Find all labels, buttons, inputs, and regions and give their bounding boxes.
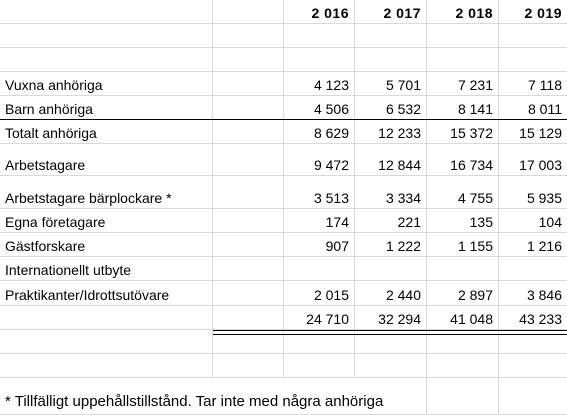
empty-cell[interactable]: [213, 354, 284, 378]
empty-cell[interactable]: [213, 209, 284, 233]
row-label[interactable]: Internationellt utbyte: [0, 257, 213, 281]
value-cell[interactable]: 8 629: [284, 120, 355, 144]
value-cell[interactable]: 3 846: [499, 281, 567, 306]
value-cell[interactable]: 1 222: [355, 233, 427, 257]
empty-cell[interactable]: [213, 24, 284, 48]
empty-cell[interactable]: [284, 24, 355, 48]
row-label[interactable]: Totalt anhöriga: [0, 120, 213, 144]
value-cell[interactable]: 12 844: [355, 144, 427, 176]
value-cell[interactable]: 7 118: [499, 72, 567, 96]
total-cell[interactable]: 43 233: [499, 306, 567, 330]
empty-cell[interactable]: [284, 354, 355, 378]
total-cell[interactable]: 24 710: [284, 306, 355, 330]
row-label[interactable]: Arbetstagare: [0, 144, 213, 176]
year-header[interactable]: 2 018: [427, 0, 499, 24]
empty-cell[interactable]: [213, 176, 284, 209]
table-row: [0, 176, 567, 209]
value-cell[interactable]: [284, 257, 355, 281]
table-row: [0, 144, 567, 176]
empty-cell[interactable]: [213, 281, 284, 306]
empty-cell[interactable]: [355, 24, 427, 48]
value-cell[interactable]: 15 129: [499, 120, 567, 144]
row-label[interactable]: Praktikanter/Idrottsutövare: [0, 281, 213, 306]
value-cell[interactable]: 2 897: [427, 281, 499, 306]
table-row: [0, 96, 567, 120]
empty-cell[interactable]: [499, 354, 567, 378]
total-cell[interactable]: 32 294: [355, 306, 427, 330]
total-rule-top: [213, 330, 567, 331]
empty-cell[interactable]: [284, 48, 355, 72]
header-row: [0, 0, 567, 24]
value-cell[interactable]: 6 532: [355, 96, 427, 120]
header-cell-blank[interactable]: [213, 0, 284, 24]
value-cell[interactable]: 4 755: [427, 176, 499, 209]
empty-cell[interactable]: [499, 48, 567, 72]
value-cell[interactable]: 12 233: [355, 120, 427, 144]
footnote-text: * Tillfälligt uppehållstillstånd. Tar inte med några anhöriga: [5, 393, 384, 410]
empty-cell[interactable]: [355, 48, 427, 72]
empty-cell[interactable]: [213, 120, 284, 144]
empty-cell[interactable]: [213, 233, 284, 257]
empty-cell[interactable]: [499, 24, 567, 48]
empty-row: [0, 354, 567, 378]
table-row: [0, 233, 567, 257]
row-label[interactable]: Barn anhöriga: [0, 96, 213, 120]
value-cell[interactable]: 104: [499, 209, 567, 233]
empty-row: [0, 48, 567, 72]
empty-cell[interactable]: [0, 48, 213, 72]
empty-cell[interactable]: [427, 354, 499, 378]
subtotal-rule: [0, 119, 567, 120]
footnote-cell[interactable]: [427, 378, 499, 415]
value-cell[interactable]: 1 155: [427, 233, 499, 257]
value-cell[interactable]: 1 216: [499, 233, 567, 257]
totals-row: [0, 306, 567, 330]
value-cell[interactable]: 4 506: [284, 96, 355, 120]
value-cell[interactable]: 2 015: [284, 281, 355, 306]
year-header[interactable]: 2 016: [284, 0, 355, 24]
value-cell[interactable]: 9 472: [284, 144, 355, 176]
empty-cell[interactable]: [213, 306, 284, 330]
empty-cell[interactable]: [427, 48, 499, 72]
empty-cell[interactable]: [0, 306, 213, 330]
table-row: [0, 72, 567, 96]
value-cell[interactable]: 16 734: [427, 144, 499, 176]
value-cell[interactable]: 8 011: [499, 96, 567, 120]
empty-row: [0, 24, 567, 48]
table-row: [0, 257, 567, 281]
empty-cell[interactable]: [213, 96, 284, 120]
value-cell[interactable]: 2 440: [355, 281, 427, 306]
header-cell-blank[interactable]: [0, 0, 213, 24]
row-label[interactable]: Arbetstagare bärplockare *: [0, 176, 213, 209]
footnote-cell[interactable]: [499, 378, 567, 415]
value-cell[interactable]: 3 513: [284, 176, 355, 209]
value-cell[interactable]: 907: [284, 233, 355, 257]
value-cell[interactable]: 15 372: [427, 120, 499, 144]
total-cell[interactable]: 41 048: [427, 306, 499, 330]
value-cell[interactable]: 174: [284, 209, 355, 233]
year-header[interactable]: 2 019: [499, 0, 567, 24]
value-cell[interactable]: [427, 257, 499, 281]
empty-cell[interactable]: [213, 257, 284, 281]
table-row: [0, 281, 567, 306]
value-cell[interactable]: 5 935: [499, 176, 567, 209]
value-cell[interactable]: 8 141: [427, 96, 499, 120]
empty-cell[interactable]: [0, 354, 213, 378]
empty-cell[interactable]: [213, 72, 284, 96]
row-label[interactable]: Vuxna anhöriga: [0, 72, 213, 96]
value-cell[interactable]: 221: [355, 209, 427, 233]
table-row: [0, 209, 567, 233]
empty-cell[interactable]: [355, 354, 427, 378]
value-cell[interactable]: [355, 257, 427, 281]
value-cell[interactable]: 5 701: [355, 72, 427, 96]
total-rule-bottom: [213, 334, 567, 335]
value-cell[interactable]: 4 123: [284, 72, 355, 96]
value-cell[interactable]: [499, 257, 567, 281]
value-cell[interactable]: 7 231: [427, 72, 499, 96]
value-cell[interactable]: 17 003: [499, 144, 567, 176]
value-cell[interactable]: 135: [427, 209, 499, 233]
year-header[interactable]: 2 017: [355, 0, 427, 24]
table-row: [0, 120, 567, 144]
empty-cell[interactable]: [213, 144, 284, 176]
value-cell[interactable]: 3 334: [355, 176, 427, 209]
row-label[interactable]: Gästforskare: [0, 233, 213, 257]
empty-cell[interactable]: [427, 24, 499, 48]
empty-cell[interactable]: [0, 330, 213, 354]
empty-cell[interactable]: [0, 24, 213, 48]
empty-cell[interactable]: [213, 48, 284, 72]
row-label[interactable]: Egna företagare: [0, 209, 213, 233]
